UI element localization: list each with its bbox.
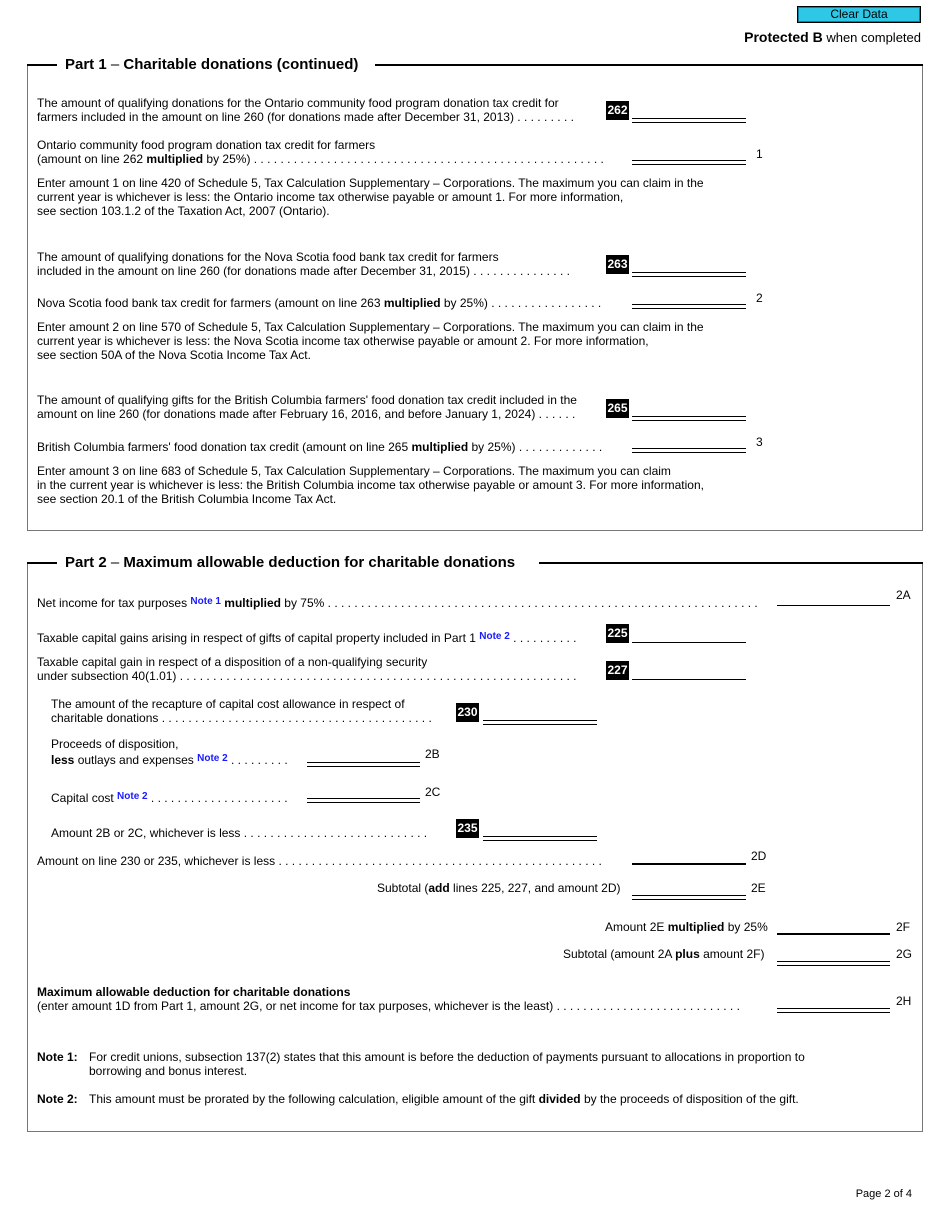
amount-2g-text: Subtotal (amount 2A plus amount 2F)	[563, 947, 765, 961]
line-235-input[interactable]	[483, 836, 597, 841]
note-1-text-b: borrowing and bonus interest.	[89, 1064, 248, 1078]
note-2-label: Note 2:	[37, 1092, 78, 1106]
line-262-text-b: farmers included in the amount on line 260 (for donations made after December 31, 2013) . . . . . . . . .	[37, 110, 574, 124]
amount-2b-text-a: Proceeds of disposition,	[51, 737, 179, 751]
amount-2c-label: 2C	[425, 785, 441, 799]
line-265-box: 265	[606, 399, 629, 418]
protected-b: Protected B	[744, 29, 823, 45]
page-number: Page 2 of 4	[855, 1188, 912, 1200]
line-230-box: 230	[456, 703, 479, 722]
bc-instructions-a: Enter amount 3 on line 683 of Schedule 5, Tax Calculation Supplementary – Corporations. The maximum you can claim	[37, 464, 671, 478]
line-263-text-a: The amount of qualifying donations for the Nova Scotia food bank tax credit for farmers	[37, 250, 499, 264]
amount-2-text: Nova Scotia food bank tax credit for farmers (amount on line 263 multiplied by 25%) . . . . . . . . . . . . . . . . .	[37, 296, 602, 310]
amount-2h-title: Maximum allowable deduction for charitable donations	[37, 985, 351, 999]
line-265-input[interactable]	[632, 416, 746, 421]
note-1-text-a: For credit unions, subsection 137(2) states that this amount is before the deduction of payments pursuant to allocations in proportion to	[89, 1050, 805, 1064]
amount-3-label: 3	[756, 435, 763, 449]
amount-2f-input[interactable]	[777, 933, 890, 935]
line-235-text: Amount 2B or 2C, whichever is less . . . . . . . . . . . . . . . . . . . . . . . . . . . .	[51, 826, 428, 840]
amount-2a-text: Net income for tax purposes $^{Note 1}$ multiplied by 75% . . . . . . . . . . . . . . . . . . . . . . . . . . . . . . . . . . . . . . . . . . . . . . . . . . . . . . . . . . . . . . . . .	[37, 596, 758, 610]
amount-2e-input[interactable]	[632, 895, 746, 900]
line-230-text-a: The amount of the recapture of capital cost allowance in respect of	[51, 697, 405, 711]
amount-1-text-b: (amount on line 262 multiplied by 25%) . . . . . . . . . . . . . . . . . . . . . . . . . . . . . . . . . . . . . . . . . . . . . . . . . . . . .	[37, 152, 604, 166]
amount-2e-label: 2E	[751, 881, 766, 895]
amount-2b-text-b: less outlays and expenses $^{Note 2}$ . . . . . . . . .	[51, 753, 288, 767]
amount-2g-input[interactable]	[777, 961, 890, 966]
amount-2a-label: 2A	[896, 588, 911, 602]
line-262-box: 262	[606, 101, 629, 120]
part2-section	[27, 563, 923, 1132]
note-2-ref[interactable]: Note 2	[197, 753, 228, 764]
line-265-text-a: The amount of qualifying gifts for the British Columbia farmers' food donation tax credit included in the	[37, 393, 577, 407]
ontario-instructions-c: see section 103.1.2 of the Taxation Act, 2007 (Ontario).	[37, 204, 330, 218]
line-227-box: 227	[606, 661, 629, 680]
amount-2-input[interactable]	[632, 304, 746, 309]
amount-1-text-a: Ontario community food program donation tax credit for farmers	[37, 138, 376, 152]
ontario-instructions-b: current year is whichever is less: the Ontario income tax otherwise payable or amount 1. For more information,	[37, 190, 624, 204]
ontario-instructions-a: Enter amount 1 on line 420 of Schedule 5, Tax Calculation Supplementary – Corporations. The maximum you can claim in the	[37, 176, 704, 190]
part2-title: Part 2 – Maximum allowable deduction for charitable donations	[65, 554, 516, 571]
line-263-text-b: included in the amount on line 260 (for donations made after December 31, 2015) . . . . . . . . . . . . . . .	[37, 264, 570, 278]
amount-1-label: 1	[756, 147, 763, 161]
amount-3-input[interactable]	[632, 448, 746, 453]
line-227-input[interactable]	[632, 679, 746, 680]
protected-label	[744, 29, 921, 45]
line-225-text: Taxable capital gains arising in respect of gifts of capital property included in Part 1 $^{Note 2}$ . . . . . . . . . .	[37, 631, 577, 645]
amount-2d-text: Amount on line 230 or 235, whichever is less . . . . . . . . . . . . . . . . . . . . . . . . . . . . . . . . . . . . . . . . . . . . . . . . .	[37, 854, 602, 868]
line-262-text-a: The amount of qualifying donations for the Ontario community food program donation tax credit for	[37, 96, 559, 110]
line-263-box: 263	[606, 255, 629, 274]
amount-2b-label: 2B	[425, 747, 440, 761]
line-265-text-b: amount on line 260 (for donations made after February 16, 2016, and before January 1, 2024) . . . . . .	[37, 407, 576, 421]
amount-2c-text: Capital cost $^{Note 2}$ . . . . . . . . . . . . . . . . . . . . .	[51, 791, 288, 805]
novascotia-instructions-c: see section 50A of the Nova Scotia Income Tax Act.	[37, 348, 311, 362]
amount-2h-label: 2H	[896, 994, 912, 1008]
line-230-input[interactable]	[483, 720, 597, 725]
amount-2a-input[interactable]	[777, 605, 890, 606]
amount-2e-text: Subtotal (add lines 225, 227, and amount 2D)	[377, 881, 621, 895]
bc-instructions-c: see section 20.1 of the British Columbia Income Tax Act.	[37, 492, 337, 506]
line-225-box: 225	[606, 624, 629, 643]
amount-2d-label: 2D	[751, 849, 767, 863]
line-227-text-b: under subsection 40(1.01) . . . . . . . . . . . . . . . . . . . . . . . . . . . . . . . . . . . . . . . . . . . . . . . . . . . . . . . . . . . .	[37, 669, 577, 683]
amount-2c-input[interactable]	[307, 798, 420, 803]
amount-2d-input[interactable]	[632, 863, 746, 865]
line-262-input[interactable]	[632, 118, 746, 123]
line-227-text-a: Taxable capital gain in respect of a disposition of a non-qualifying security	[37, 655, 428, 669]
amount-2f-label: 2F	[896, 920, 911, 934]
amount-1-input[interactable]	[632, 160, 746, 165]
line-263-input[interactable]	[632, 272, 746, 277]
amount-3-text: British Columbia farmers' food donation tax credit (amount on line 265 multiplied by 25%) . . . . . . . . . . . . .	[37, 440, 603, 454]
bc-instructions-b: in the current year is whichever is less: the British Columbia income tax otherwise payable or amount 3. For more information,	[37, 478, 704, 492]
amount-2h-input[interactable]	[777, 1008, 890, 1013]
note-2-text: This amount must be prorated by the following calculation, eligible amount of the gift divided by the proceeds of disposition of the gift.	[89, 1092, 799, 1106]
note-1-label: Note 1:	[37, 1050, 78, 1064]
note-2-ref[interactable]: Note 2	[117, 791, 148, 802]
line-235-box: 235	[456, 819, 479, 838]
novascotia-instructions-a: Enter amount 2 on line 570 of Schedule 5, Tax Calculation Supplementary – Corporations. The maximum you can claim in the	[37, 320, 704, 334]
line-230-text-b: charitable donations . . . . . . . . . . . . . . . . . . . . . . . . . . . . . . . . . . . . . . . . .	[51, 711, 432, 725]
novascotia-instructions-b: current year is whichever is less: the Nova Scotia income tax otherwise payable or amount 2. For more information,	[37, 334, 649, 348]
amount-2h-text: (enter amount 1D from Part 1, amount 2G, or net income for tax purposes, whichever is the least) . . . . . . . . . . . . . . . . . . . . . . . . . . . .	[37, 999, 740, 1013]
amount-2f-text: Amount 2E multiplied by 25%	[605, 920, 768, 934]
part1-title: Part 1 – Charitable donations (continued)	[65, 56, 359, 73]
note-2-ref[interactable]: Note 2	[479, 631, 510, 642]
clear-data-button[interactable]: Clear Data	[797, 6, 921, 23]
line-225-input[interactable]	[632, 642, 746, 643]
note-1-ref[interactable]: Note 1	[190, 596, 221, 607]
amount-2g-label: 2G	[896, 947, 913, 961]
amount-2b-input[interactable]	[307, 762, 420, 767]
amount-2-label: 2	[756, 291, 763, 305]
protected-suffix: when completed	[822, 30, 921, 45]
